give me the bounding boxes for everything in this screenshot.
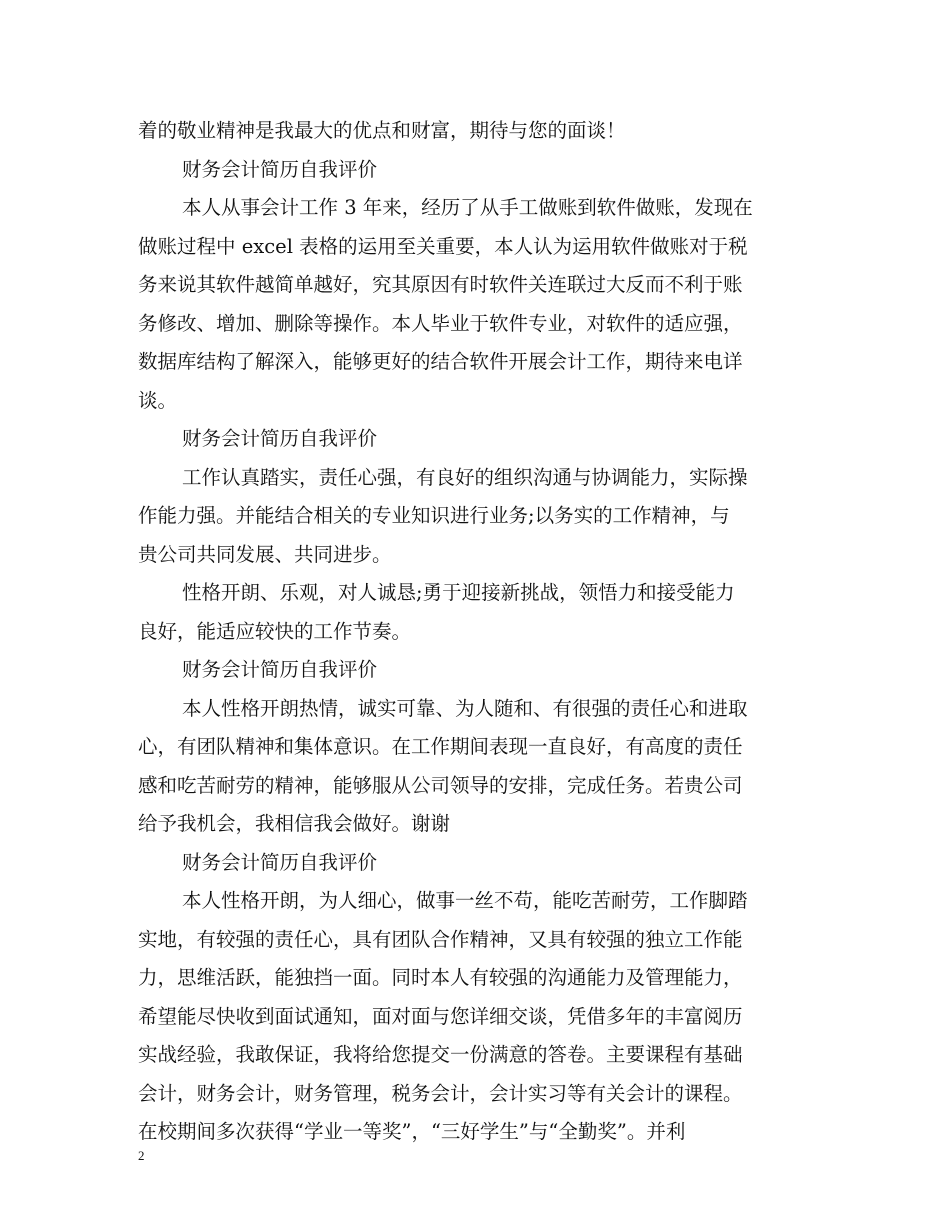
text-line: 在校期间多次获得“学业一等奖”，“三好学生”与“全勤奖”。并利: [138, 1120, 686, 1143]
text-line: 作能力强。并能结合相关的专业知识进行业务;以务实的工作精神，与: [138, 504, 730, 527]
text-line: 实战经验，我敢保证，我将给您提交一份满意的答卷。主要课程有基础: [138, 1043, 743, 1066]
section-heading: 财务会计简历自我评价: [182, 427, 378, 450]
section-heading: 财务会计简历自我评价: [182, 850, 378, 874]
text-line: 给予我机会，我相信我会做好。谢谢: [138, 812, 451, 835]
text-line: 感和吃苦耐劳的精神，能够服从公司领导的安排，完成任务。若贵公司: [138, 773, 743, 797]
page-number: 2: [138, 1148, 145, 1163]
text-line: 务来说其软件越简单越好，究其原因有时软件关连联过大反而不利于账: [138, 273, 743, 296]
section-heading: 财务会计简历自我评价: [182, 658, 378, 681]
text-line: 心，有团队精神和集体意识。在工作期间表现一直良好，有高度的责任: [138, 735, 743, 758]
text-line: 着的敬业精神是我最大的优点和财富，期待与您的面谈！: [138, 119, 626, 142]
text-line: 会计，财务会计，财务管理，税务会计，会计实习等有关会计的课程。: [138, 1081, 743, 1105]
text-line: 本人从事会计工作 3 年来，经历了从手工做账到软件做账，发现在: [182, 196, 753, 219]
text-line: 工作认真踏实，责任心强，有良好的组织沟通与协调能力，实际操: [182, 465, 748, 489]
text-line: 做账过程中 excel 表格的运用至关重要，本人认为运用软件做账对于税: [138, 234, 748, 258]
text-line: 务修改、增加、删除等操作。本人毕业于软件专业，对软件的适应强，: [138, 311, 743, 335]
section-heading: 财务会计简历自我评价: [182, 157, 378, 181]
text-line: 谈。: [138, 388, 178, 412]
document-body: [138, 112, 818, 1152]
text-line: 本人性格开朗，为人细心，做事一丝不苟，能吃苦耐劳，工作脚踏: [182, 889, 748, 912]
text-line: 性格开朗、乐观，对人诚恳;勇于迎接新挑战，领悟力和接受能力: [182, 581, 735, 604]
text-line: 实地，有较强的责任心，具有团队合作精神，又具有较强的独立工作能: [138, 927, 743, 951]
text-line: 良好，能适应较快的工作节奏。: [138, 619, 412, 643]
text-line: 希望能尽快收到面试通知，面对面与您详细交谈，凭借多年的丰富阅历: [138, 1004, 743, 1028]
text-line: 力，思维活跃，能独挡一面。同时本人有较强的沟通能力及管理能力，: [138, 966, 743, 989]
text-line: 贵公司共同发展、共同进步。: [138, 542, 392, 566]
text-line: 本人性格开朗热情，诚实可靠、为人随和、有很强的责任心和进取: [182, 696, 748, 720]
text-line: 数据库结构了解深入，能够更好的结合软件开展会计工作，期待来电详: [138, 350, 743, 373]
